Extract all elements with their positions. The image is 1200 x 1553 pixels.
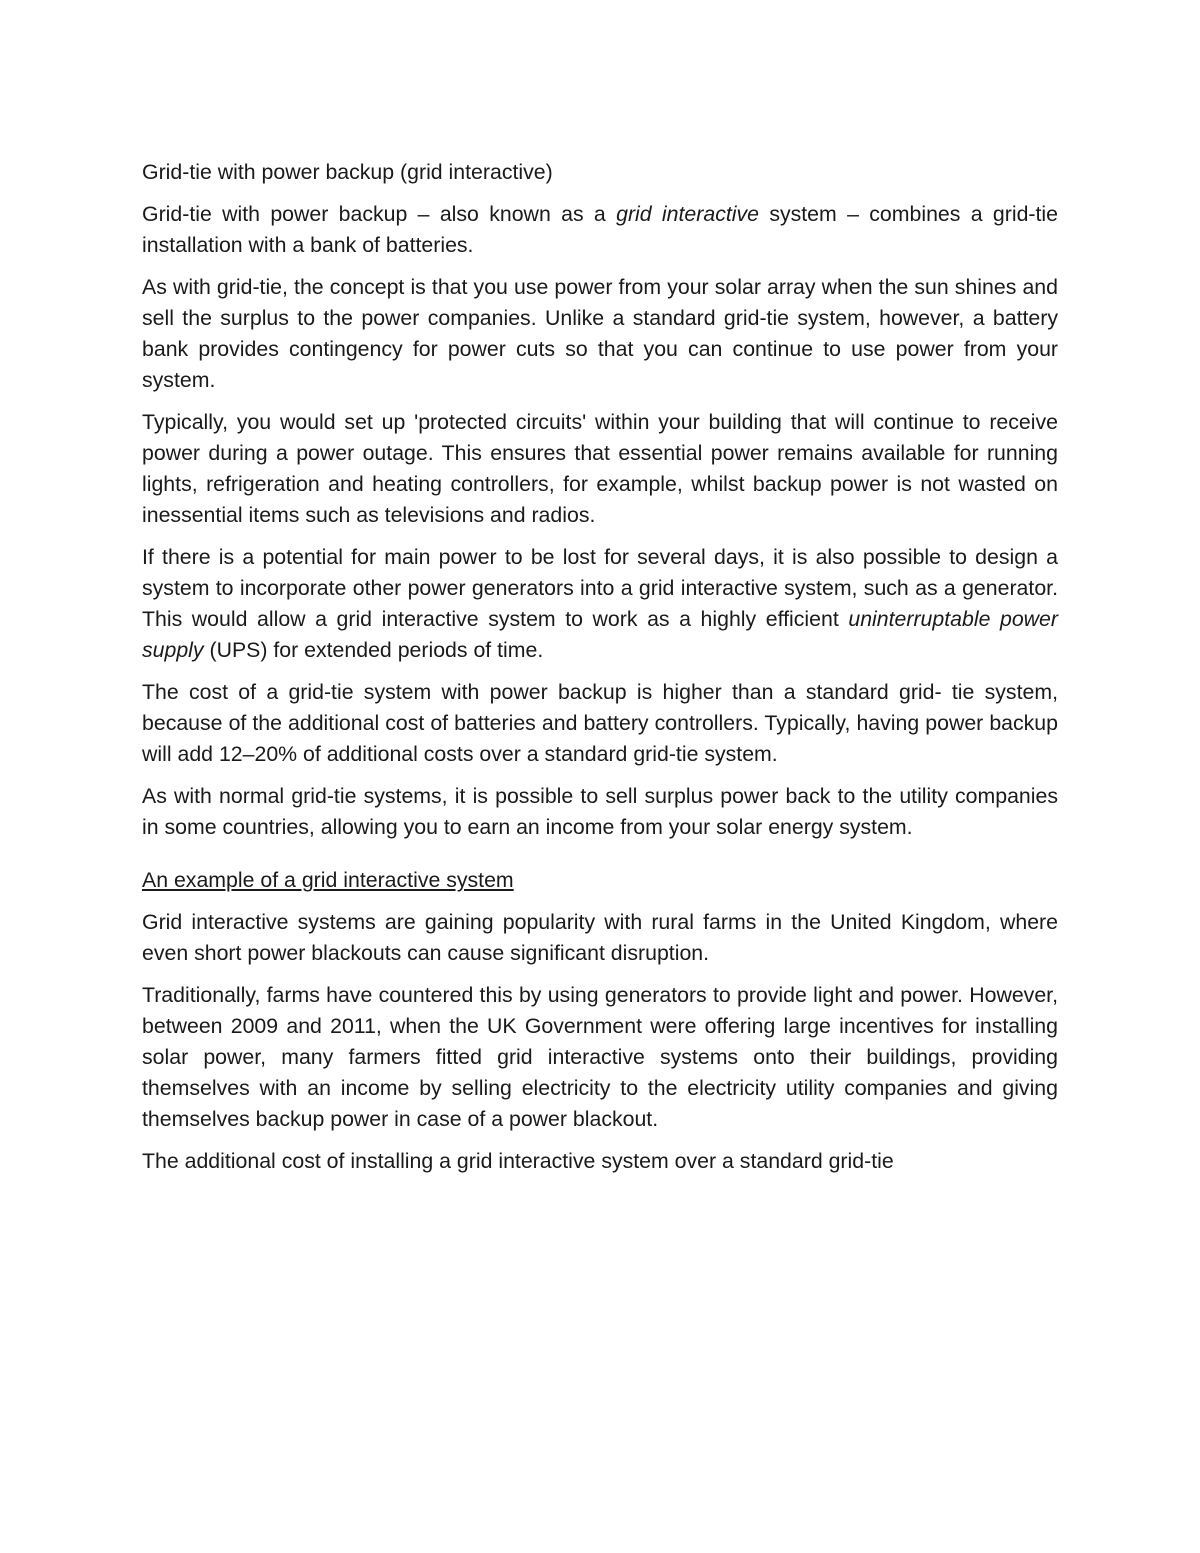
paragraph-generators-text-b: (UPS) for extended periods of time. — [203, 638, 544, 662]
section-subheading: An example of a grid interactive system — [142, 868, 514, 892]
paragraph-intro — [142, 199, 1058, 261]
paragraph-traditionally: Traditionally, farms have countered this by using generators to provide light and power. However, between 2009 and 2011, when the UK Government were offering large incentives for installing solar power, many farmers fitted grid interactive systems onto their buildings, providing themselves with an income by selling electricity to the electricity utility companies and giving themselves backup power in case of a power blackout. — [142, 983, 1058, 1131]
paragraph-cost: The cost of a grid-tie system with power backup is higher than a standard grid- tie system, because of the additional cost of batteries and battery controllers. Typically, having power backup will add 12–20% of additional costs over a standard grid-tie system. — [142, 680, 1058, 766]
paragraph-generators-text-a: If there is a potential for main power to be lost for several days, it is also possible to design a system to incorporate other power generators into a grid interactive system, such as a generator. This would allow a grid interactive system to work as a highly efficient — [142, 545, 1058, 631]
paragraph-intro-text-b: system – combines a grid-tie installation with a bank of batteries. — [142, 202, 1058, 257]
document-title: Grid-tie with power backup (grid interactive) — [142, 160, 553, 184]
paragraph-generators — [142, 542, 1058, 666]
paragraph-rural-farms: Grid interactive systems are gaining popularity with rural farms in the United Kingdom, where even short power blackouts can cause significant disruption. — [142, 910, 1058, 965]
term-ups: uninterruptable power supply — [142, 607, 1058, 662]
paragraph-intro-text-a: Grid-tie with power backup – also known as a — [142, 202, 617, 226]
paragraph-protected-circuits: Typically, you would set up 'protected circuits' within your building that will continue to receive power during a power outage. This ensures that essential power remains available for running lights, refrigeration and heating controllers, for example, whilst backup power is not wasted on inessential items such as televisions and radios. — [142, 410, 1058, 527]
paragraph-additional-cost: The additional cost of installing a grid interactive system over a standard grid-tie — [142, 1149, 894, 1173]
paragraph-sell-surplus: As with normal grid-tie systems, it is possible to sell surplus power back to the utility companies in some countries, allowing you to earn an income from your solar energy system. — [142, 784, 1058, 839]
term-grid-interactive: grid interactive — [616, 202, 759, 226]
document-body — [142, 157, 1058, 1188]
paragraph-concept: As with grid-tie, the concept is that you use power from your solar array when the sun shines and sell the surplus to the power companies. Unlike a standard grid-tie system, however, a battery bank provides contingency for power cuts so that you can continue to use power from your system. — [142, 275, 1058, 392]
